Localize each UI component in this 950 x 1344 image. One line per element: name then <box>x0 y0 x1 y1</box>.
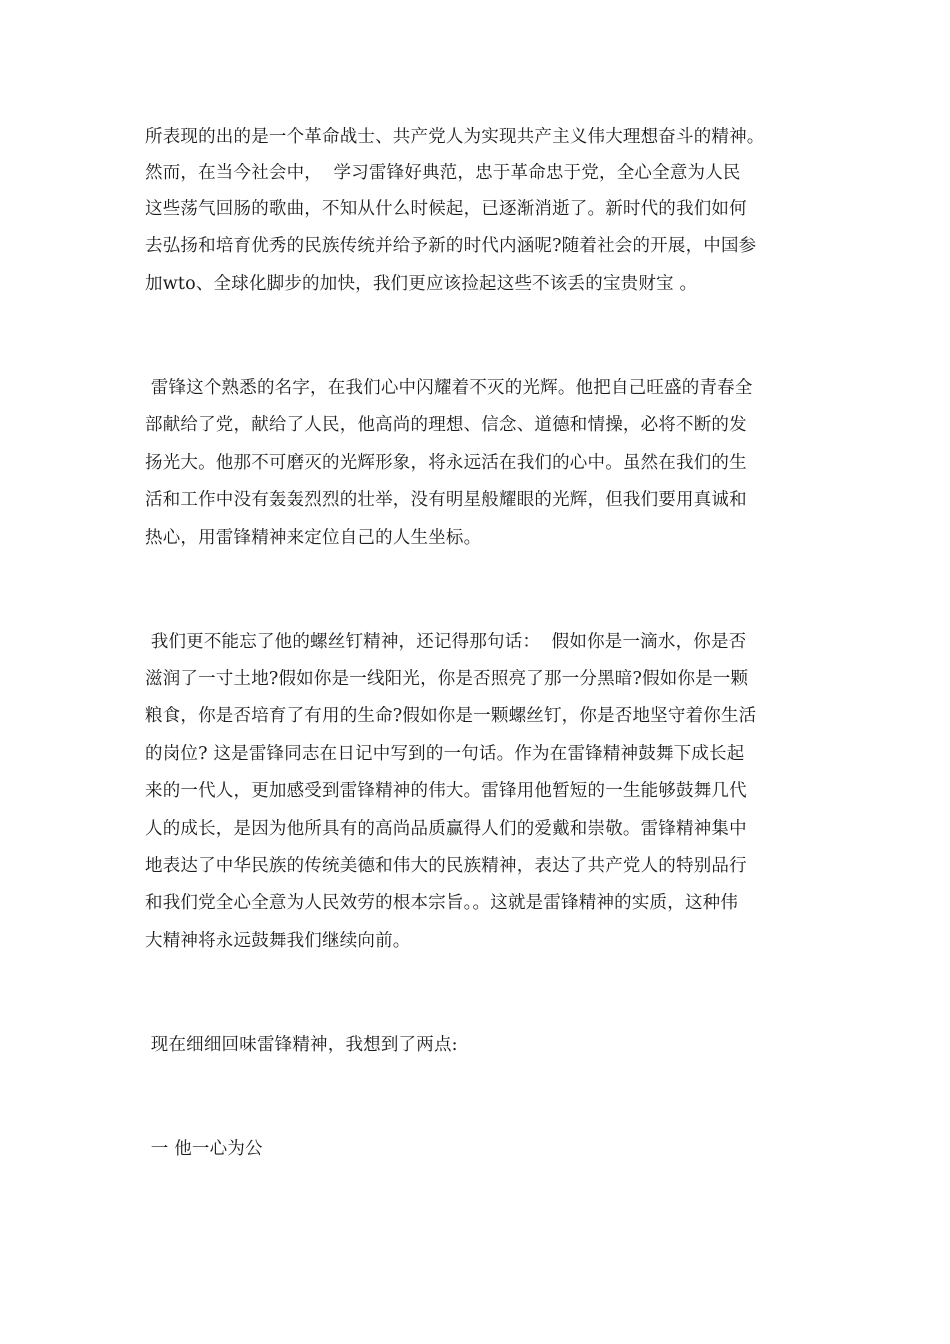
paragraph-line: 地表达了中华民族的传统美德和伟大的民族精神，表达了共产党人的特别品行 <box>145 856 747 876</box>
paragraph-line: 雷锋这个熟悉的名字，在我们心中闪耀着不灭的光辉。他把自己旺盛的青春全 <box>145 378 753 398</box>
paragraph-line: 加wto、全球化脚步的加快，我们更应该捡起这些不该丢的宝贵财宝 。 <box>145 274 698 294</box>
paragraph-line: 和我们党全心全意为人民效劳的根本宗旨。。这就是雷锋精神的实质，这种伟 <box>145 893 739 913</box>
paragraph-line: 这些荡气回肠的歌曲，不知从什么时候起，已逐渐消逝了。新时代的我们如何 <box>145 199 747 219</box>
paragraph-line: 去弘扬和培育优秀的民族传统并给予新的时代内涵呢?随着社会的开展，中国参 <box>145 236 757 256</box>
paragraph-line: 扬光大。他那不可磨灭的光辉形象，将永远活在我们的心中。虽然在我们的生 <box>145 453 747 473</box>
section-heading: 一 他一心为公 <box>145 1139 263 1159</box>
paragraph-line: 人的成长，是因为他所具有的高尚品质赢得人们的爱戴和崇敬。雷锋精神集中 <box>145 819 747 839</box>
paragraph-line: 然而，在当今社会中， 学习雷锋好典范，忠于革命忠于党，全心全意为人民 <box>145 163 741 183</box>
paragraph-line: 所表现的出的是一个革命战士、共产党人为实现共产主义伟大理想奋斗的精神。 <box>145 127 765 147</box>
paragraph-line: 部献给了党，献给了人民，他高尚的理想、信念、道德和情操，必将不断的发 <box>145 415 747 435</box>
paragraph-line: 的岗位? 这是雷锋同志在日记中写到的一句话。作为在雷锋精神鼓舞下成长起 <box>145 744 745 764</box>
paragraph-line: 我们更不能忘了他的螺丝钉精神，还记得那句话： 假如你是一滴水，你是否 <box>145 632 747 652</box>
paragraph-line: 现在细细回味雷锋精神，我想到了两点: <box>145 1035 458 1055</box>
paragraph-line: 活和工作中没有轰轰烈烈的壮举，没有明星般耀眼的光辉，但我们要用真诚和 <box>145 490 747 510</box>
paragraph-line: 来的一代人，更加感受到雷锋精神的伟大。雷锋用他暂短的一生能够鼓舞几代 <box>145 781 747 801</box>
paragraph-line: 热心，用雷锋精神来定位自己的人生坐标。 <box>145 528 482 548</box>
paragraph-line: 滋润了一寸土地?假如你是一线阳光，你是否照亮了那一分黑暗?假如你是一颗 <box>145 669 749 689</box>
paragraph-line: 大精神将永远鼓舞我们继续向前。 <box>145 931 411 951</box>
paragraph-line: 粮食，你是否培育了有用的生命?假如你是一颗螺丝钉，你是否地坚守着你生活 <box>145 706 757 726</box>
